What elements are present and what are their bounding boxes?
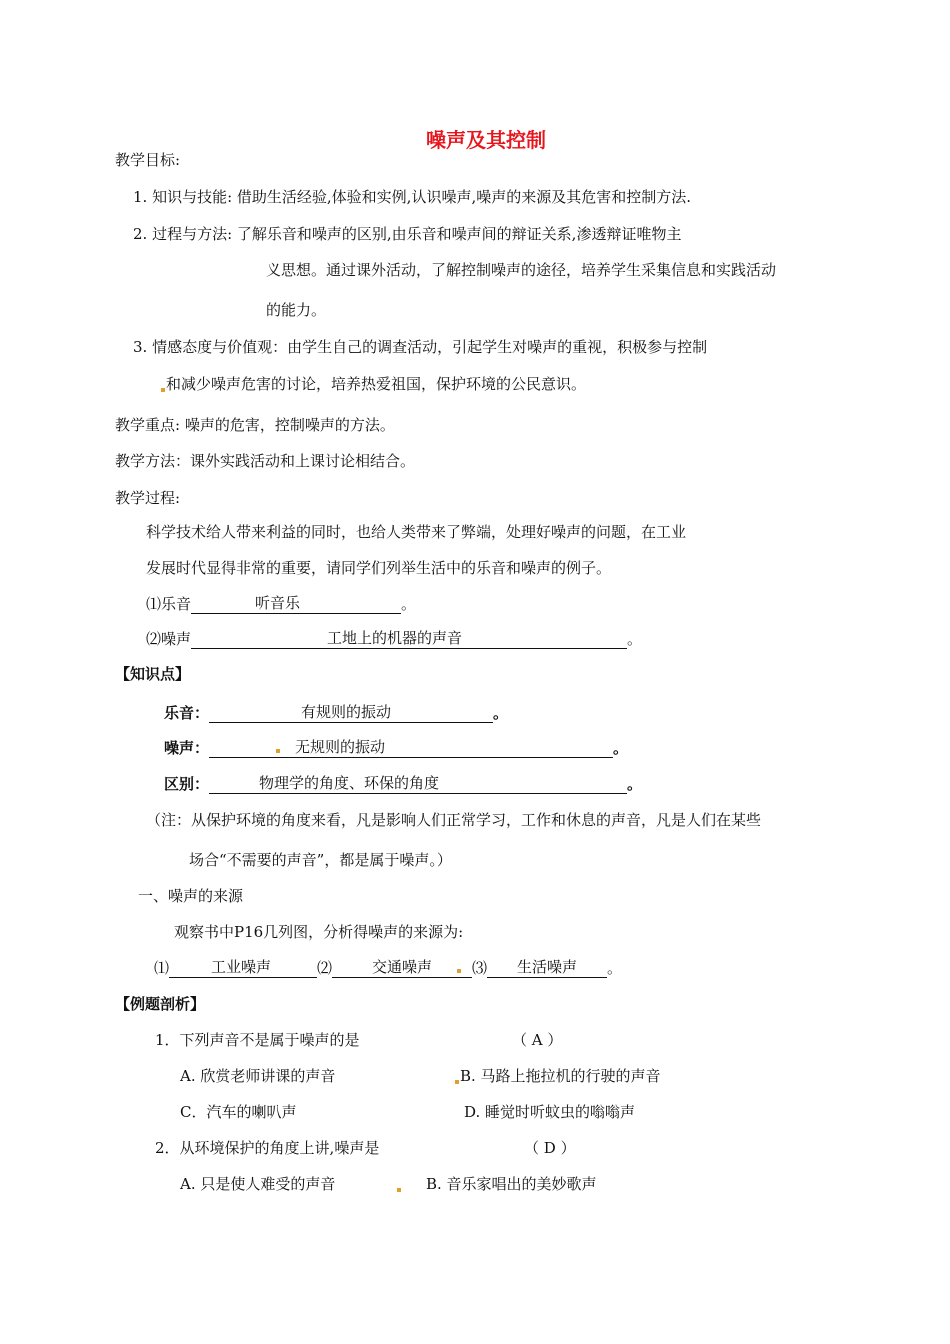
question-1-option-b: B. 马路上拖拉机的行驶的声音 — [454, 1066, 661, 1086]
goal-item-2-line-2: 义思想。通过课外活动，了解控制噪声的途径，培养学生采集信息和实践活动 — [266, 261, 777, 279]
mark-dot — [455, 1080, 459, 1084]
goals-heading: 教学目标: — [115, 151, 181, 169]
knowledge-music: 乐音： 有规则的振动 。 — [164, 703, 509, 722]
key-points: 教学重点: 噪声的危害，控制噪声的方法。 — [115, 416, 395, 434]
knowledge-note-line-1: （注：从保护环境的角度来看，凡是影响人们正常学习，工作和休息的声音，凡是人们在某些 — [146, 811, 762, 829]
goal-item-2-line-3: 的能力。 — [266, 301, 327, 319]
mark-dot — [161, 388, 165, 392]
knowledge-heading: 【知识点】 — [115, 665, 191, 683]
sources-list: ⑴ 工业噪声 ⑵ 交通噪声 ⑶ 生活噪声 。 — [154, 958, 623, 977]
question-1-answer: （ A ） — [512, 1031, 563, 1049]
teaching-method: 教学方法：课外实践活动和上课讨论相结合。 — [115, 452, 416, 470]
question-2-option-b: B. 音乐家唱出的美妙歌声 — [396, 1174, 597, 1194]
question-2-answer: （ D ） — [524, 1139, 576, 1157]
sources-observe: 观察书中P16几列图，分析得噪声的来源为: — [174, 923, 464, 941]
process-intro-line-2: 发展时代显得非常的重要，请同学们列举生活中的乐音和噪声的例子。 — [146, 559, 612, 577]
knowledge-music-blank: 有规则的振动 — [209, 704, 493, 723]
noise-example: ⑵噪声 工地上的机器的声音 。 — [146, 629, 643, 648]
page-title: 噪声及其控制 — [426, 128, 546, 152]
goal-item-1: 1. 知识与技能: 借助生活经验,体验和实例,认识噪声,噪声的来源及其危害和控制方法. — [133, 188, 691, 206]
question-1-option-a: A. 欣赏老师讲课的声音 — [180, 1067, 336, 1085]
examples-heading: 【例题剖析】 — [115, 995, 206, 1013]
question-1-option-d: D. 睡觉时听蚊虫的嗡嗡声 — [464, 1103, 636, 1121]
goal-item-3-line-1: 3. 情感态度与价值观：由学生自己的调查活动，引起学生对噪声的重视，积极参与控制 — [133, 338, 708, 356]
music-answer-blank: 听音乐 — [191, 595, 401, 614]
music-example: ⑴乐音 听音乐 。 — [146, 594, 417, 613]
mark-dot — [397, 1188, 401, 1192]
knowledge-diff-blank: 物理学的角度、环保的角度 — [209, 775, 627, 794]
process-heading: 教学过程: — [115, 489, 181, 507]
knowledge-note-line-2: 场合“不需要的声音”，都是属于噪声。） — [189, 851, 452, 869]
goal-item-3-line-2: 和减少噪声危害的讨论，培养热爱祖国，保护环境的公民意识。 — [160, 374, 586, 394]
question-1-option-c: C．汽车的喇叭声 — [180, 1103, 297, 1121]
knowledge-diff: 区别： 物理学的角度、环保的角度 。 — [164, 774, 643, 793]
mark-dot — [276, 749, 280, 753]
process-intro-line-1: 科学技术给人带来利益的同时，也给人类带来了弊端，处理好噪声的问题，在工业 — [146, 523, 687, 541]
question-1: 1．下列声音不是属于噪声的是 — [155, 1031, 360, 1049]
source-3-blank: 生活噪声 — [487, 959, 607, 978]
source-2-blank: 交通噪声 — [332, 959, 472, 978]
knowledge-noise: 噪声： 无规则的振动 。 — [164, 738, 629, 757]
goal-item-2-line-1: 2. 过程与方法: 了解乐音和噪声的区别,由乐音和噪声间的辩证关系,渗透辩证唯物主 — [133, 225, 682, 243]
sources-heading: 一、噪声的来源 — [138, 887, 244, 905]
mark-dot — [457, 969, 461, 973]
knowledge-noise-blank: 无规则的振动 — [209, 739, 613, 758]
source-1-blank: 工业噪声 — [169, 959, 317, 978]
question-2-option-a: A. 只是使人难受的声音 — [180, 1175, 336, 1193]
question-2: 2．从环境保护的角度上讲,噪声是 — [155, 1139, 380, 1157]
noise-answer-blank: 工地上的机器的声音 — [191, 630, 627, 649]
